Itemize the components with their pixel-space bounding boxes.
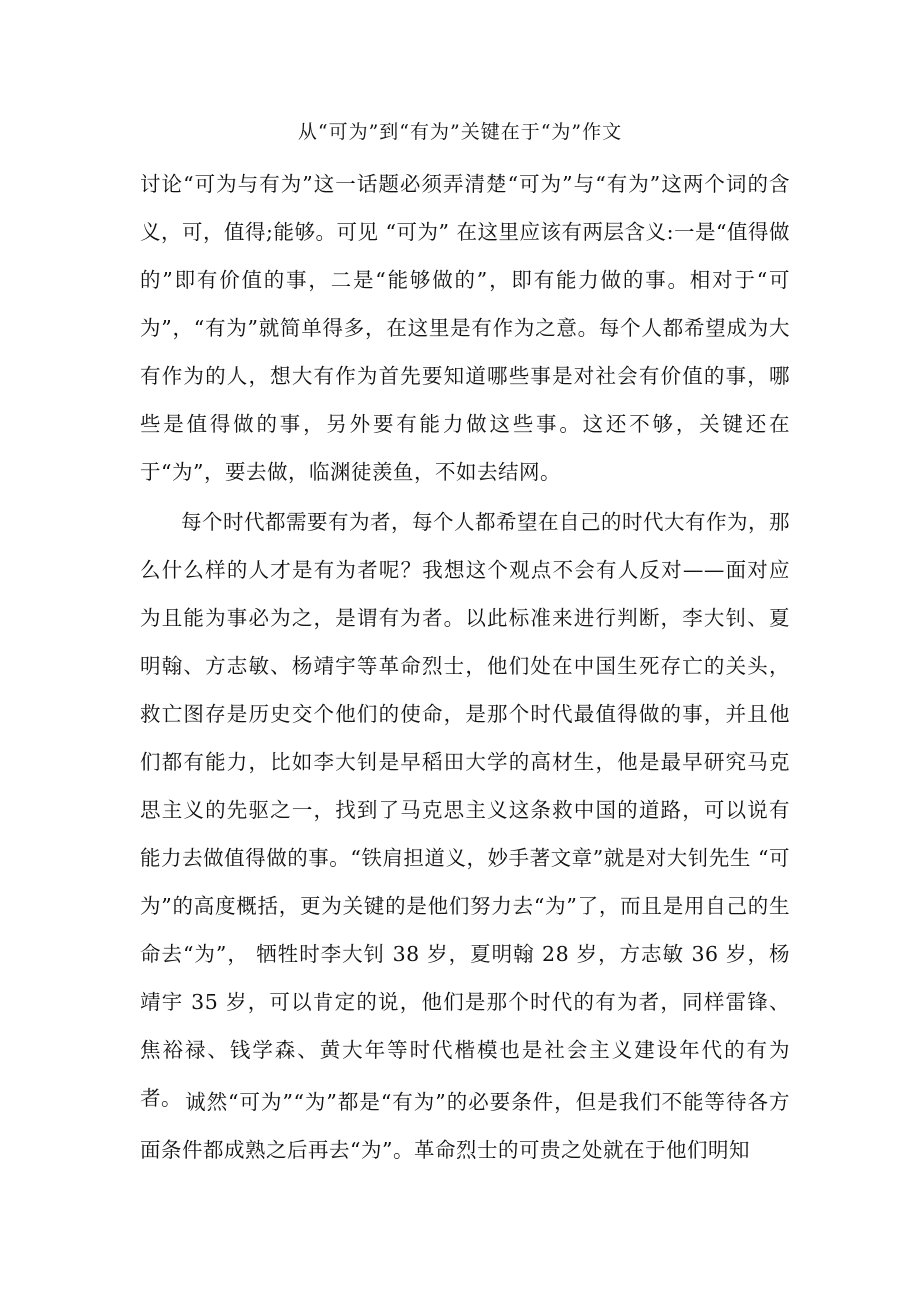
paragraph-2: 每个时代都需要有为者，每个人都希望在自己的时代大有作为，那么什么样的人才是有为者呢？我想这个观点不会有人反对——面对应为且能为事必为之，是谓有为者。以此标准来进行判断，李大钊、夏明翰、方志敏、杨靖宇等革命烈士，他们处在中国生死存亡的关头，救亡图存是历史交个他们的使命，是那个时代最值得做的事，并且他们都有能力，比如李大钊是早稻田大学的高材生，他是最早研究马克思主义的先驱之一，找到了马克思主义这条救中国的道路，可以说有能力去做值得做的事。“铁肩担道义，妙手著文章”就是对大钊先生 “可为”的高度概括，更为关键的是他们努力去“为”了，而且是用自己的生命去“为”， 牺牲时李大钊 38 岁，夏明翰 28 岁，方志敏 36 岁，杨靖宇 35 岁，可以肯定的说，他们是那个时代的有为者，同样雷锋、焦裕禄、钱学森、黄大年等时代楷模也是社会主义建设年代的有为者。 <box>140 510 790 1110</box>
paragraph-1: 讨论“可为与有为”这一话题必须弄清楚“可为”与“有为”这两个词的含义，可，值得;能够。可见 “可为” 在这里应该有两层含义:一是“值得做的”即有价值的事，二是“能够做的”，即有能力做的事。相对于“可为”，“有为”就简单得多，在这里是有作为之意。每个人都希望成为大有作为的人，想大有作为首先要知道哪些事是对社会有价值的事，哪些是值得做的事，另外要有能力做这些事。这还不够，关键还在于“为”，要去做，临渊徒羡鱼，不如去结网。 <box>140 172 790 484</box>
paragraph-3: 诚然“可为”“为”都是“有为”的必要条件，但是我们不能等待各方面条件都成熟之后再去“为”。革命烈士的可贵之处就在于他们明知 <box>140 1090 790 1162</box>
essay-title: 从“可为”到“有为”关键在于“为”作文 <box>297 121 623 143</box>
